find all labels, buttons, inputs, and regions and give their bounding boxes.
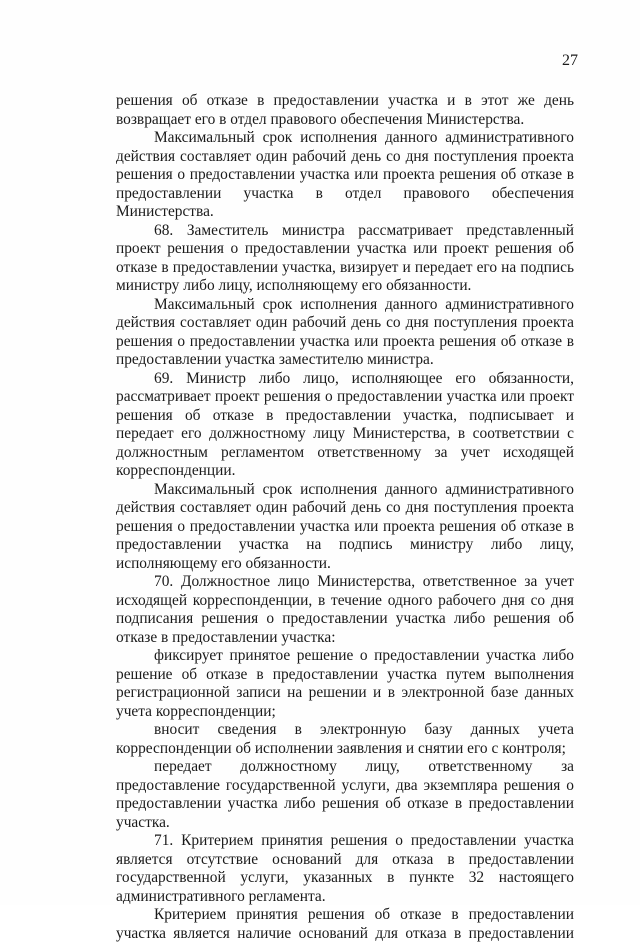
paragraph: 71. Критерием принятия решения о предоставлении участка является отсутствие оснований для отказа в предоставлении государственной услуги, указанных в пункте 32 настоящего административного регламента. xyxy=(116,832,574,905)
paragraph: передает должностному лицу, ответственному за предоставление государственной услуги, два экземпляра решения о предоставлении участка либо решения об отказе в предоставлении участка. xyxy=(116,758,574,831)
paragraph: фиксирует принятое решение о предоставлении участка либо решение об отказе в предоставлении участка путем выполнения регистрационной записи на решении и в электронной базе данных учета корреспонденции; xyxy=(116,647,574,720)
page-number: 27 xyxy=(562,52,578,69)
paragraph: решения об отказе в предоставлении участка и в этот же день возвращает его в отдел правового обеспечения Министерства. xyxy=(116,92,574,128)
paragraph: 69. Министр либо лицо, исполняющее его обязанности, рассматривает проект решения о предоставлении участка или проект решения об отказе в предоставлении участка, подписывает и передает его должностному лицу Министерства, в соответствии с должностным регламентом ответственному за учет исходящей корреспонденции. xyxy=(116,369,574,479)
paragraph: Критерием принятия решения об отказе в предоставлении участка является наличие оснований для отказа в предоставлении xyxy=(116,906,574,942)
paragraph: Максимальный срок исполнения данного административного действия составляет один рабочий день со дня поступления проекта решения о предоставлении участка или проекта решения об отказе в предоставлении участка заместителю министра. xyxy=(116,295,574,368)
paragraph: 70. Должностное лицо Министерства, ответственное за учет исходящей корреспонденции, в течение одного рабочего дня со дня подписания решения о предоставлении участка либо решения об отказе в предоставлении участка: xyxy=(116,573,574,646)
document-body xyxy=(116,92,574,943)
paragraph: Максимальный срок исполнения данного административного действия составляет один рабочий день со дня поступления проекта решения о предоставлении участка или проекта решения об отказе в предоставлении участка в отдел правового обеспечения Министерства. xyxy=(116,129,574,220)
paragraph: 68. Заместитель министра рассматривает представленный проект решения о предоставлении участка или проект решения об отказе в предоставлении участка, визирует и передает его на подпись министру либо лицу, исполняющему его обязанности. xyxy=(116,221,574,294)
paragraph: вносит сведения в электронную базу данных учета корреспонденции об исполнении заявления и снятии его с контроля; xyxy=(116,721,574,757)
paragraph: Максимальный срок исполнения данного административного действия составляет один рабочий день со дня поступления проекта решения о предоставлении участка или проекта решения об отказе в предоставлении участка на подпись министру либо лицу, исполняющему его обязанности. xyxy=(116,480,574,572)
